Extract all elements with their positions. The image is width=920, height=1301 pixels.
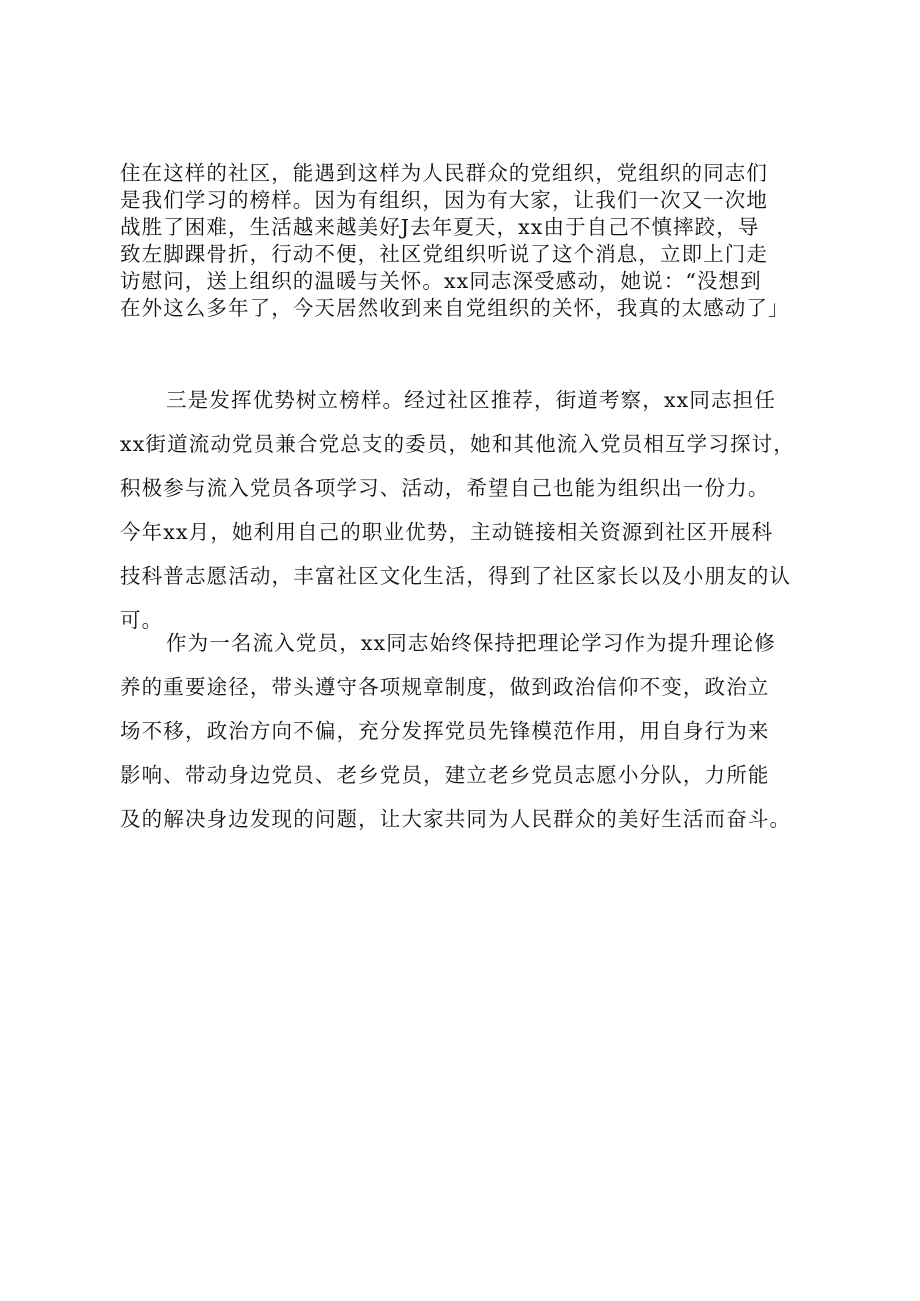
paragraph-role-model: [120, 378, 820, 642]
text-line: 住在这样的社区，能遇到这样为人民群众的党组织，党组织的同志们: [120, 161, 768, 185]
paragraph-party-member: [120, 621, 820, 841]
text-line: 影响、带动身边党员、老乡党员，建立老乡党员志愿小分队，力所能: [120, 763, 770, 787]
text-line: 技科普志愿活动，丰富社区文化生活，得到了社区家长以及小朋友的认: [120, 564, 792, 588]
text-line: 在外这么多年了，今天居然收到来自党组织的关怀，我真的太感动了」: [120, 296, 790, 320]
paragraph-community-care: [120, 160, 820, 322]
text-line: 积极参与流入党员各项学习、活动，希望自己也能为组织出一份力。: [120, 476, 770, 500]
text-line: 致左脚踝骨折，行动不便，社区党组织听说了这个消息，立即上门走: [120, 242, 768, 266]
text-line: xx街道流动党员兼合党总支的委员，她和其他流入党员相互学习探讨，: [120, 432, 795, 456]
text-line: 可。: [120, 608, 164, 632]
text-line: 养的重要途径，带头遵守各项规章制度，做到政治信仰不变，政治立: [120, 675, 770, 699]
text-line: 三是发挥优势树立榜样。经过社区推荐，街道考察，xx同志担任: [166, 388, 776, 412]
text-line: 战胜了困难，生活越来越美好J去年夏天，xx由于自己不慎摔跤，导: [120, 215, 760, 239]
text-line: 是我们学习的榜样。因为有组织，因为有大家，让我们一次又一次地: [120, 188, 768, 212]
text-line: 作为一名流入党员，xx同志始终保持把理论学习作为提升理论修: [166, 631, 776, 655]
text-line: 访慰问，送上组织的温暖与关怀。xx同志深受感动，她说：“没想到: [120, 269, 762, 293]
text-line: 及的解决身边发现的问题，让大家共同为人民群众的美好生活而奋斗。: [120, 807, 792, 831]
text-line: 今年xx月，她利用自己的职业优势，主动链接相关资源到社区开展科: [120, 520, 774, 544]
text-line: 场不移，政治方向不偏，充分发挥党员先锋模范作用，用自身行为来: [120, 719, 770, 743]
